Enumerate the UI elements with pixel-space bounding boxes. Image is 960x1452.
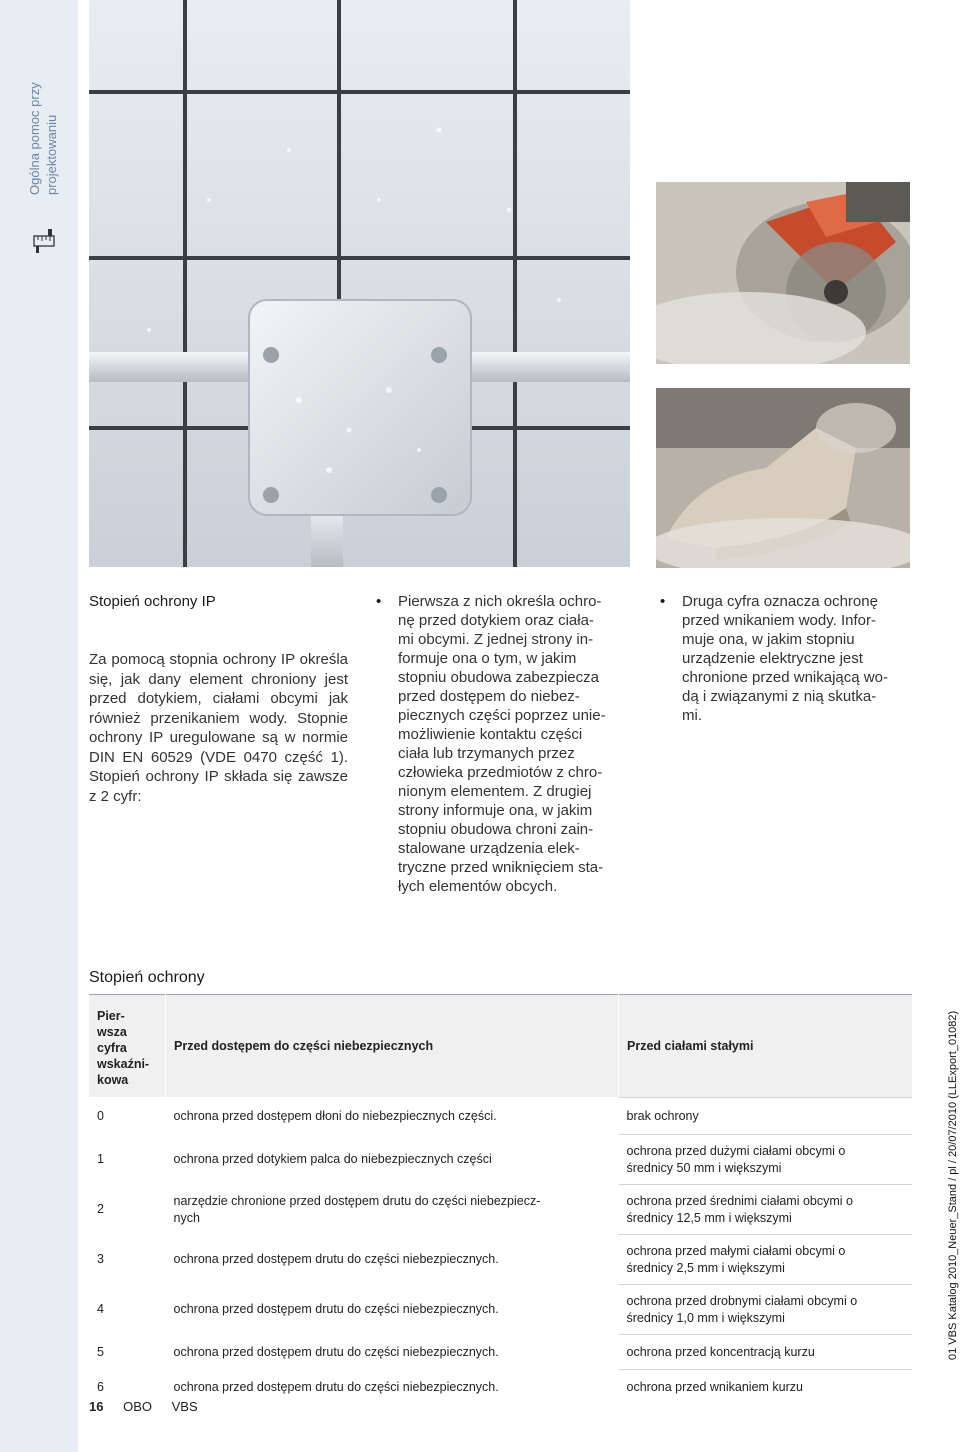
bullet-line: nę przed dotykiem oraz ciała-: [398, 612, 594, 629]
cell-solid-objects: [619, 1335, 913, 1370]
bullet-first-digit: [376, 592, 638, 896]
cell-line: ochrona przed średnimi ciałami obcymi o: [626, 1193, 853, 1208]
sidebar-label: Ogólna pomoc przy projektowaniu: [27, 82, 59, 195]
bullet-line: piecznych części poprzez unie-: [398, 707, 606, 724]
header-line: cyfra: [97, 1041, 127, 1055]
table-row: [89, 1285, 912, 1335]
bullet-line: chronione przed wnikającą wo-: [682, 669, 888, 686]
header-first-digit: [89, 995, 166, 1098]
cell-line: średnicy 1,0 mm i większymi: [626, 1310, 785, 1325]
cell-access-protection: [166, 1235, 619, 1285]
cell-line: średnicy 2,5 mm i większymi: [626, 1260, 785, 1275]
bullet-line: łych elementów obcych.: [398, 878, 558, 895]
bullet-line: Druga cyfra oznacza ochronę: [682, 593, 878, 610]
cell-line: ochrona przed dotykiem palca do niebezpiecznych części: [173, 1152, 492, 1166]
footer-brand: OBO: [123, 1399, 152, 1414]
table-section-heading: Stopień ochrony: [89, 969, 205, 986]
header-line: Pier-: [97, 1009, 125, 1023]
cell-access-protection: [166, 1135, 619, 1185]
bullet-line: mi obcymi. Z jednej strony in-: [398, 631, 594, 648]
cell-solid-objects: [619, 1285, 913, 1335]
table-header-row: [89, 995, 912, 1098]
cell-solid-objects: [619, 1185, 913, 1235]
cell-line: ochrona przed koncentracją kurzu: [626, 1344, 815, 1359]
cell-solid-objects: [619, 1370, 913, 1405]
cell-line: ochrona przed dostępem drutu do części niebezpiecznych.: [173, 1379, 499, 1394]
table-row: [89, 1370, 912, 1405]
cell-digit: 5: [89, 1335, 166, 1370]
cell-line: ochrona przed dostępem drutu do części niebezpiecznych.: [173, 1344, 499, 1359]
cell-access-protection: [166, 1285, 619, 1335]
cell-solid-objects: [619, 1135, 913, 1185]
cell-line: ochrona przed dostępem dłoni do niebezpiecznych części.: [173, 1108, 497, 1123]
sidebar-band: [0, 0, 78, 1452]
cell-digit: 0: [89, 1098, 166, 1135]
table-row: [89, 1135, 912, 1185]
ruler-pencil-icon: [33, 228, 55, 259]
cell-line: ochrona przed małymi ciałami obcymi o: [626, 1243, 846, 1258]
cell-access-protection: [166, 1335, 619, 1370]
cell-solid-objects: [619, 1098, 913, 1135]
bullet-line: człowieka przedmiotów z chro-: [398, 764, 603, 781]
bullet-line: nionym elementem. Z drugiej: [398, 783, 592, 800]
bullet-line: strony informuje ona, w jakim: [398, 802, 593, 819]
cell-digit: 4: [89, 1285, 166, 1335]
bullet-line: możliwienie kontaktu części: [398, 726, 583, 743]
bullet-line: ciała lub trzymanych przez: [398, 745, 575, 762]
table-row: [89, 1098, 912, 1135]
cell-digit: 3: [89, 1235, 166, 1285]
cell-line: brak ochrony: [626, 1108, 699, 1123]
boot-in-dust-photo: [656, 388, 910, 568]
bullet-line: tryczne przed wniknięciem sta-: [398, 859, 604, 876]
footer-series: VBS: [171, 1399, 198, 1414]
page-number: 16: [89, 1399, 104, 1414]
cell-digit: 6: [89, 1370, 166, 1405]
cell-digit: 2: [89, 1185, 166, 1235]
ip-intro-text: Za pomocą stopnia ochrony IP określa się, jak dany element chroniony jest przed dotykiem, ciałami obcymi jak również przenikaniem wody. Stopnie ochrony IP uregulowane są w normie DIN EN 60529 (VDE 0470 część 1). Stopień ochrony IP składa się zawsze z 2 cyfr:: [89, 651, 348, 805]
header-line: wskaźni-: [97, 1057, 150, 1071]
bullet-line: Pierwsza z nich określa ochro-: [398, 593, 602, 610]
cell-digit: 1: [89, 1135, 166, 1185]
cell-solid-objects: [619, 1235, 913, 1285]
bullet-line: mi.: [682, 707, 702, 724]
bullet-line: formuje ona o tym, w jakim: [398, 650, 577, 667]
cell-line: średnicy 12,5 mm i większymi: [626, 1210, 792, 1225]
catalog-side-code: 01 VBS Katalog 2010_Neuer_Stand / pl / 20/07/2010 (LLExport_01082): [947, 1010, 959, 1360]
cell-access-protection: [166, 1098, 619, 1135]
cell-line: narzędzie chronione przed dostępem drutu do części niebezpiecz-: [173, 1193, 541, 1208]
header-line: wsza: [97, 1025, 127, 1039]
cell-line: ochrona przed dużymi ciałami obcymi o: [626, 1143, 846, 1158]
header-access-protection: Przed dostępem do części niebezpiecznych: [166, 995, 619, 1098]
bullet-line: dą i związanymi z nią skutka-: [682, 688, 877, 705]
header-line: kowa: [97, 1073, 129, 1087]
cell-line: nych: [173, 1210, 200, 1225]
page-footer: [89, 1399, 198, 1414]
table-row: [89, 1335, 912, 1370]
bullet-line: przed wnikaniem wody. Infor-: [682, 612, 876, 629]
cell-line: ochrona przed drobnymi ciałami obcymi o: [626, 1293, 858, 1308]
bullet-line: stalowane urządzenia elek-: [398, 840, 580, 857]
bullet-line: urządzenie elektryczne jest: [682, 650, 863, 667]
bullet-second-digit: [660, 592, 922, 725]
cell-access-protection: [166, 1370, 619, 1405]
bullet-line: przed dostępem do niebez-: [398, 688, 580, 705]
bullet-first-digit-text: [398, 592, 638, 896]
cell-access-protection: [166, 1185, 619, 1235]
bullet-dot: •: [660, 593, 666, 610]
header-solid-objects: Przed ciałami stałymi: [619, 995, 913, 1098]
bullet-line: stopniu obudowa zabezpiecza: [398, 669, 599, 686]
bullet-dot: •: [376, 593, 382, 610]
cell-line: średnicy 50 mm i większymi: [626, 1160, 782, 1175]
ip-section-heading: Stopień ochrony IP: [89, 593, 216, 610]
cell-line: ochrona przed wnikaniem kurzu: [626, 1379, 803, 1394]
table-row: [89, 1185, 912, 1235]
table-row: [89, 1235, 912, 1285]
ip-protection-table: [89, 994, 912, 1404]
cell-line: ochrona przed dostępem drutu do części niebezpiecznych.: [173, 1252, 499, 1266]
junction-box-on-tile-wall-photo: [89, 0, 630, 567]
bullet-line: stopniu obudowa chroni zain-: [398, 821, 594, 838]
circular-saw-dust-photo: [656, 182, 910, 364]
cell-line: ochrona przed dostępem drutu do części niebezpiecznych.: [173, 1302, 499, 1316]
bullet-line: muje ona, w jakim stopniu: [682, 631, 855, 648]
bullet-second-digit-text: [682, 592, 922, 725]
